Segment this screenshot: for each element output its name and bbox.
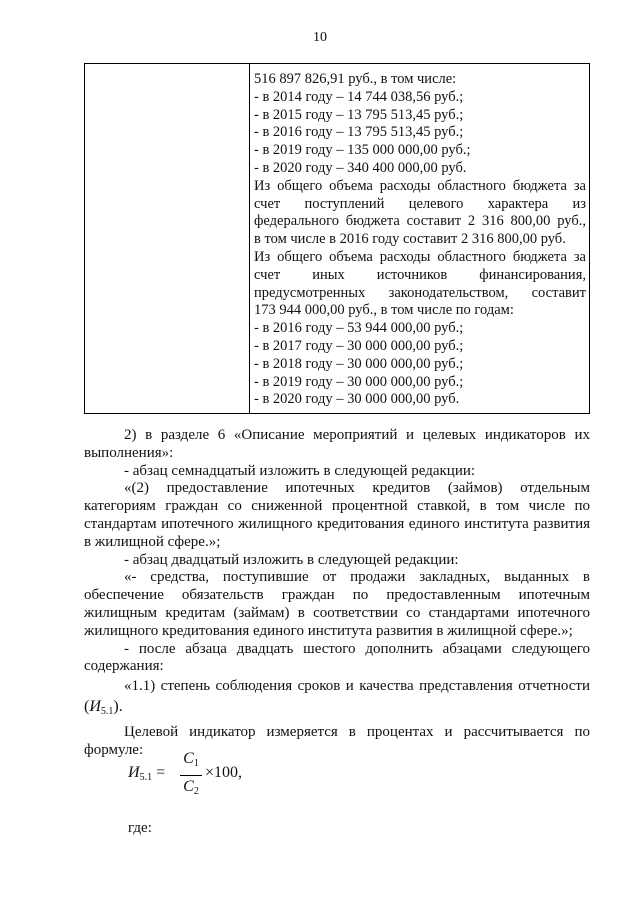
denominator-sub: 2 (193, 786, 199, 797)
text-line: 516 897 826,91 руб., в том числе: (254, 71, 457, 87)
paragraph-quote2: «(2) предоставление ипотечных кредитов (займов) отдельным категориям граждан со сниженной процентной ставкой, в том числе по стандартам ипотечного жилищного кредитования единого института развития в жилищной сфере.»; (84, 480, 590, 550)
ref-variable: И (89, 697, 101, 715)
budget-table (84, 63, 590, 414)
formula-lhs-sub: 5.1 (139, 772, 153, 783)
formula-lhs (128, 764, 165, 783)
text-line: Из общего объема расходы областного бюджета за (254, 177, 586, 194)
fraction-bar (180, 775, 202, 776)
paragraph-item2: 2) в разделе 6 «Описание мероприятий и целевых индикаторов их (124, 427, 590, 443)
paragraph-quote-sredstva: «- средства, поступившие от продажи закладных, выданных в обеспечение обязательств граждан по предоставленным ипотечным жилищным кредитам (займам) в соответствии со стандартами ипотечного жилищного кредитования единого института развития в жилищной сфере.»; (84, 569, 590, 639)
text-line: - в 2017 году – 30 000 000,00 руб.; (254, 337, 464, 354)
text-line: - в 2014 году – 14 744 038,56 руб.; (254, 88, 464, 105)
text-line: - в 2020 году – 340 400 000,00 руб. (254, 159, 467, 176)
text-line: в том числе в 2016 году составит 2 316 800,00 руб. (254, 231, 566, 248)
paragraph-abz20: - абзац двадцатый изложить в следующей редакции: (124, 551, 459, 568)
denominator-var: C (183, 778, 194, 795)
formula-denominator (180, 778, 202, 801)
paragraph-abz26: - после абзаца двадцать шестого дополнить абзацами следующего содержания: (84, 640, 590, 675)
page-number: 10 (313, 30, 327, 45)
text-line: - в 2019 году – 30 000 000,00 руб.; (254, 373, 464, 390)
text-line: - в 2016 году – 13 795 513,45 руб.; (254, 124, 464, 141)
ref-open: ( (84, 697, 90, 715)
paragraph-item2-cont: выполнения»: (84, 444, 174, 461)
text-line: Из общего объема расходы областного бюджета за (254, 248, 586, 265)
text-line: - в 2019 году – 135 000 000,00 руб.; (254, 142, 471, 159)
formula-fraction (180, 750, 202, 801)
formula-numerator (180, 750, 202, 773)
formula-lhs-var: И (128, 764, 140, 781)
table-cell-financing (250, 64, 590, 414)
table-cell-empty (85, 64, 250, 414)
paragraph-item11-ref (84, 698, 590, 721)
text-line: счет иных источников финансирования, (254, 266, 586, 283)
text-line: - в 2020 году – 30 000 000,00 руб. (254, 391, 460, 408)
text-line: - в 2018 году – 30 000 000,00 руб.; (254, 355, 464, 372)
where-label: где: (128, 820, 152, 836)
numerator-sub: 1 (193, 758, 199, 769)
formula (128, 750, 328, 800)
text-line: предусмотренных законодательством, составит (254, 284, 586, 301)
paragraph-indicator: Целевой индикатор измеряется в процентах и рассчитывается по формуле: (84, 723, 590, 758)
text-line: федерального бюджета составит 2 316 800,00 руб., (254, 213, 586, 230)
paragraph-abz17: - абзац семнадцатый изложить в следующей редакции: (124, 462, 476, 479)
formula-rhs: ×100, (205, 764, 243, 781)
text-line: счет поступлений целевого характера из (254, 195, 586, 212)
text-line: - в 2015 году – 13 795 513,45 руб.; (254, 106, 464, 123)
ref-close: ). (113, 697, 123, 715)
numerator-var: C (183, 750, 194, 767)
paragraph-item11: «1.1) степень соблюдения сроков и качества представления отчетности (124, 678, 590, 695)
text-line: - в 2016 году – 53 944 000,00 руб.; (254, 320, 464, 337)
ref-subscript: 5.1 (100, 705, 114, 717)
text-line: 173 944 000,00 руб., в том числе по годам: (254, 302, 514, 319)
formula-equals: = (152, 764, 166, 781)
body-text (84, 427, 590, 759)
